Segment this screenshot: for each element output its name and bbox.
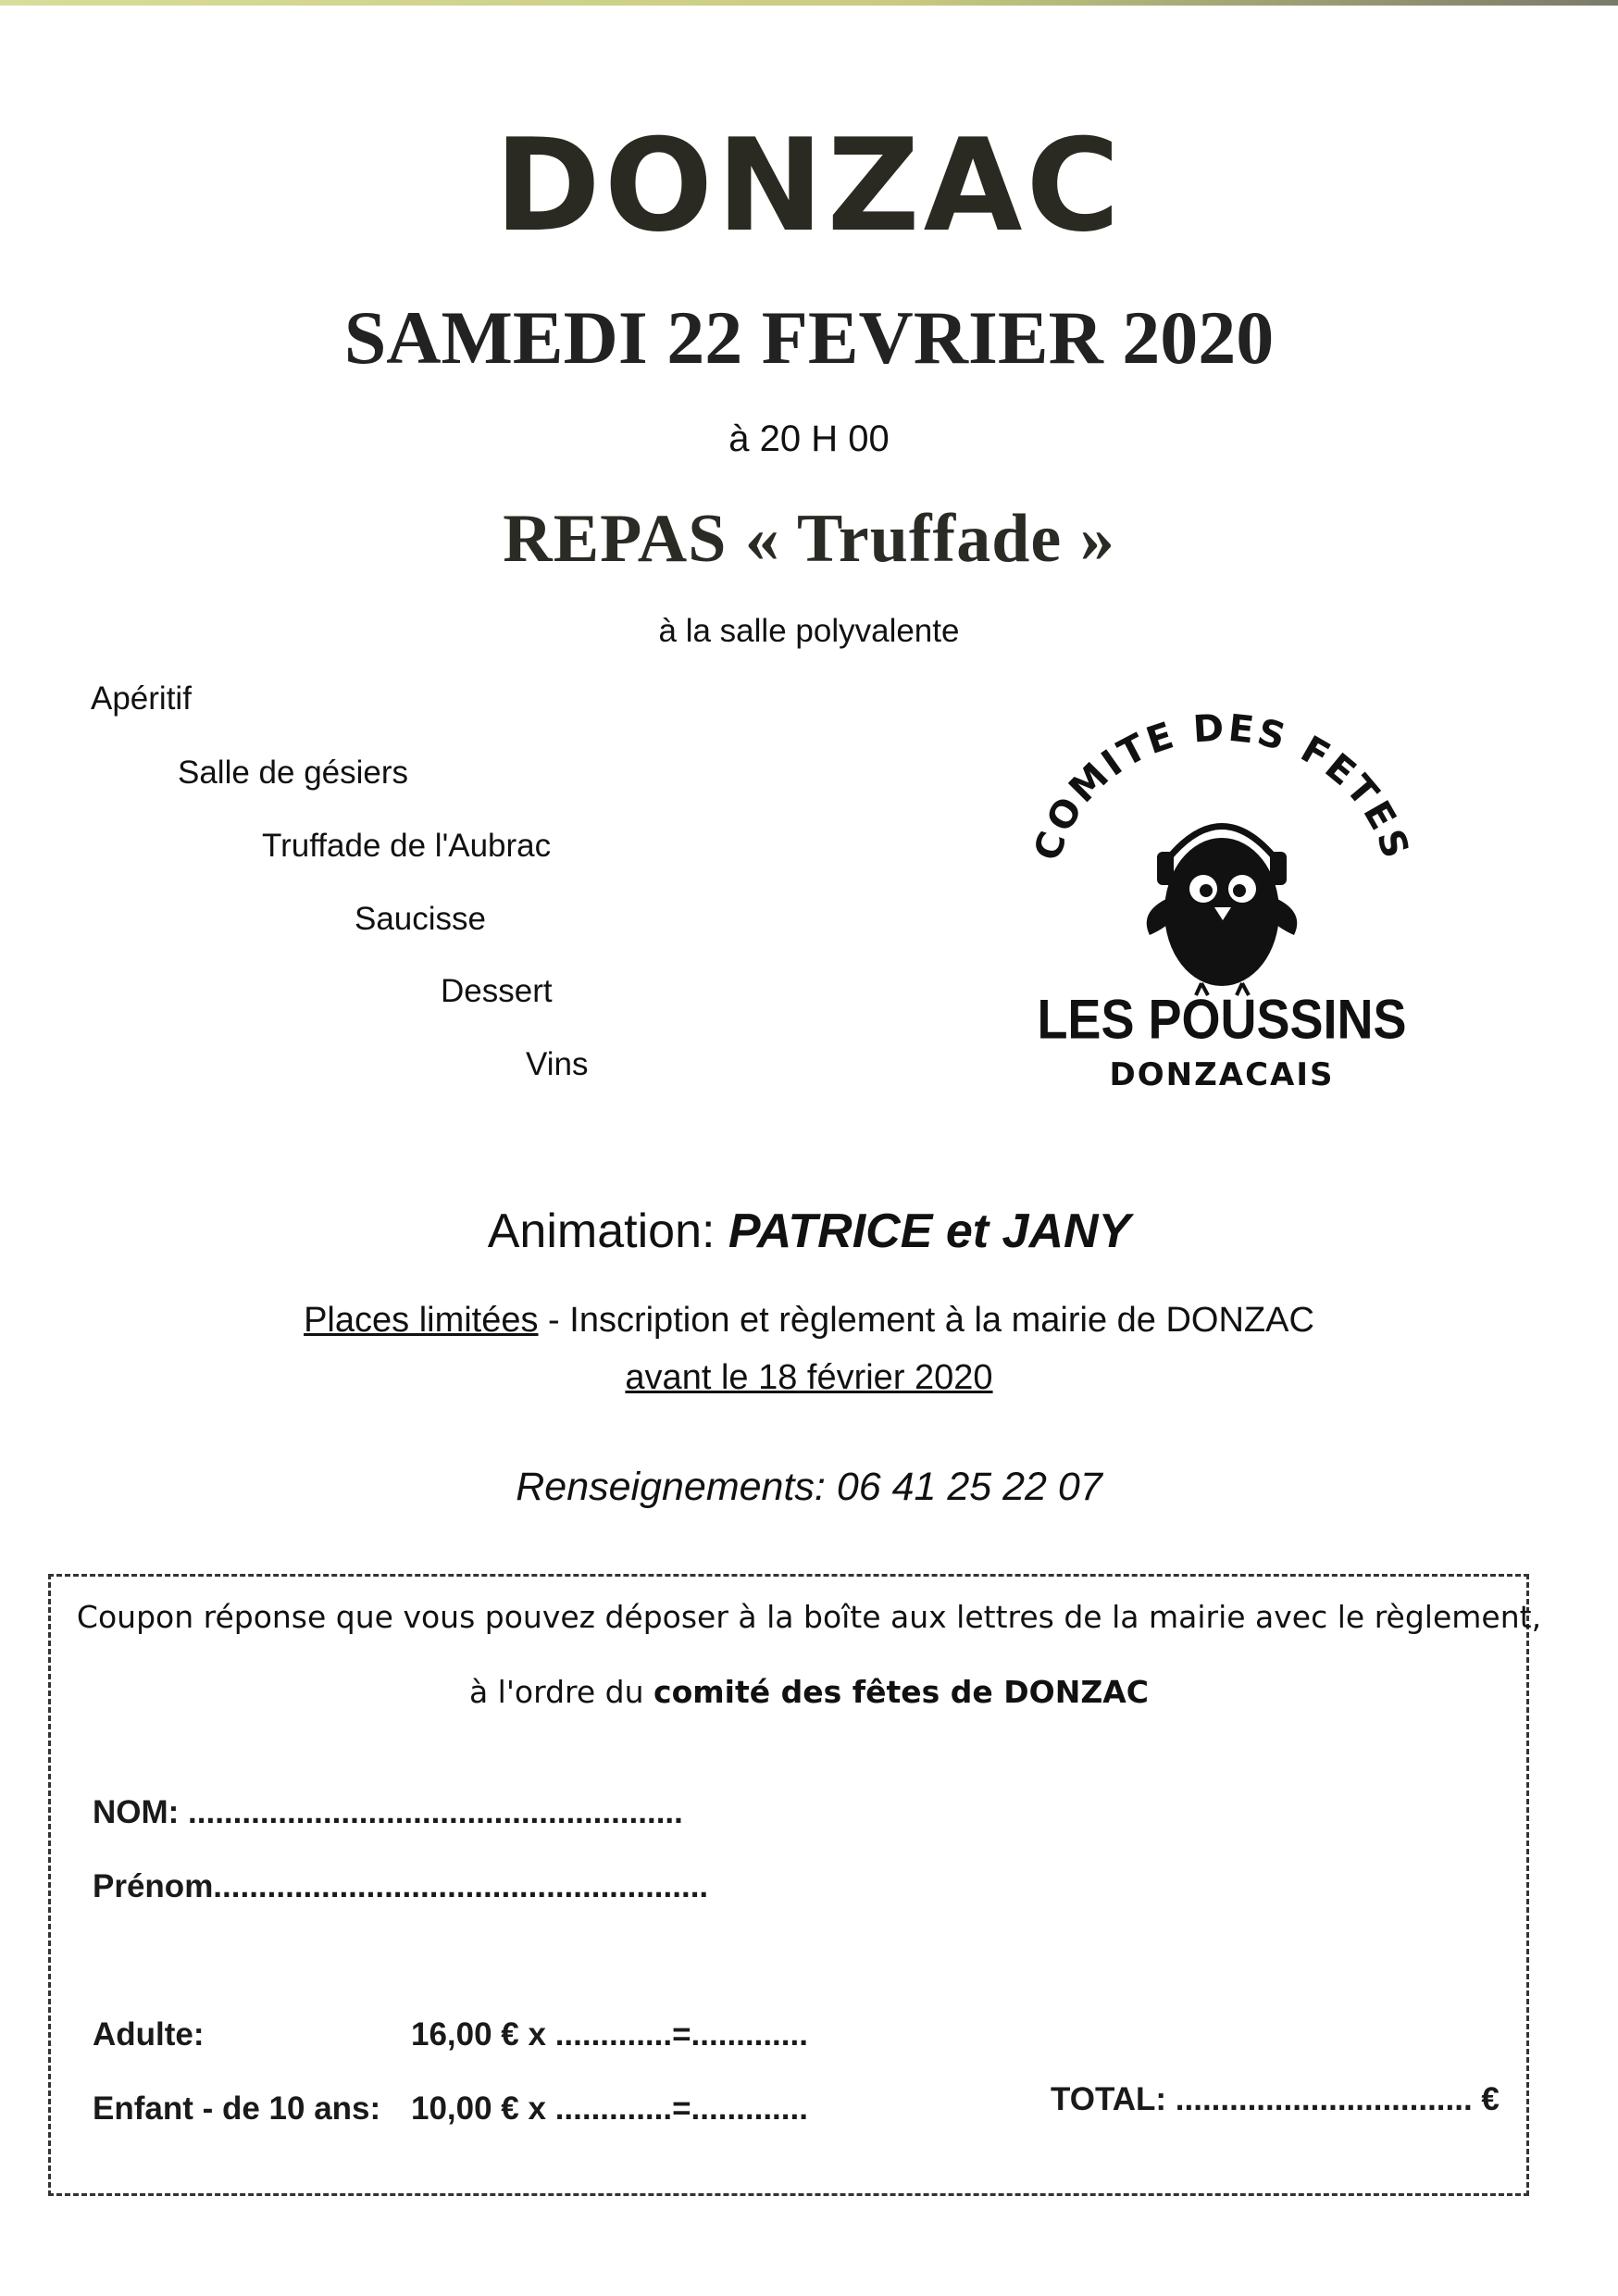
logo-arc-text: COMITE DES FETES [1027, 713, 1416, 867]
animation-line [0, 1204, 1618, 1259]
menu-item-saucisse: Saucisse [355, 901, 487, 937]
menu-item-dessert: Dessert [441, 973, 553, 1009]
registration-deadline: avant le 18 février 2020 [625, 1358, 993, 1397]
event-venue: à la salle polyvalente [658, 613, 960, 649]
svg-text:LES POUSSINS: LES POUSSINS [1037, 988, 1407, 1052]
event-date: SAMEDI 22 FEVRIER 2020 [343, 295, 1275, 380]
event-time: à 20 H 00 [728, 418, 890, 459]
page-title: DONZAC [494, 111, 1124, 260]
menu-item-truffade: Truffade de l'Aubrac [262, 828, 552, 864]
event-name: REPAS « Truffade » [503, 501, 1115, 577]
registration-text: - Inscription et règlement à la mairie de DONZAC [538, 1301, 1314, 1340]
enfant-label: Enfant - de 10 ans: [93, 2090, 381, 2127]
top-border-line [0, 0, 1618, 6]
adulte-label: Adulte: [93, 2016, 205, 2053]
enfant-price-field[interactable]: 10,00 € x .............=............. [411, 2090, 808, 2127]
animation-names: PATRICE et JANY [728, 1204, 1131, 1258]
menu-item-aperitif: Apéritif [91, 680, 192, 717]
total-field[interactable]: TOTAL: ................................. € [1051, 2081, 1500, 2117]
registration-line [0, 1301, 1618, 1341]
chick-logo-icon [1027, 713, 1416, 1111]
menu-item-gesiers: Salle de gésiers [178, 755, 409, 791]
coupon-instructions: Coupon réponse que vous pouvez déposer à la boîte aux lettres de la mairie avec le règlement, [76, 1599, 1542, 1635]
adulte-price-field[interactable]: 16,00 € x .............=............. [411, 2016, 808, 2053]
places-limited: Places limitées [304, 1301, 539, 1340]
menu-item-vins: Vins [526, 1046, 589, 1082]
nom-field[interactable]: NOM: ....................................................... [93, 1794, 683, 1830]
coupon-order-line: à l'ordre du comité des fêtes de DONZAC [468, 1674, 1150, 1710]
comite-logo [1027, 713, 1416, 1111]
info-phone: Renseignements: 06 41 25 22 07 [516, 1465, 1102, 1509]
coupon-order-recipient: comité des fêtes de DONZAC [653, 1674, 1150, 1710]
svg-text:DONZACAIS: DONZACAIS [1109, 1056, 1335, 1093]
prenom-field[interactable]: Prénom....................................................... [93, 1868, 709, 1904]
animation-label: Animation: [487, 1204, 716, 1258]
